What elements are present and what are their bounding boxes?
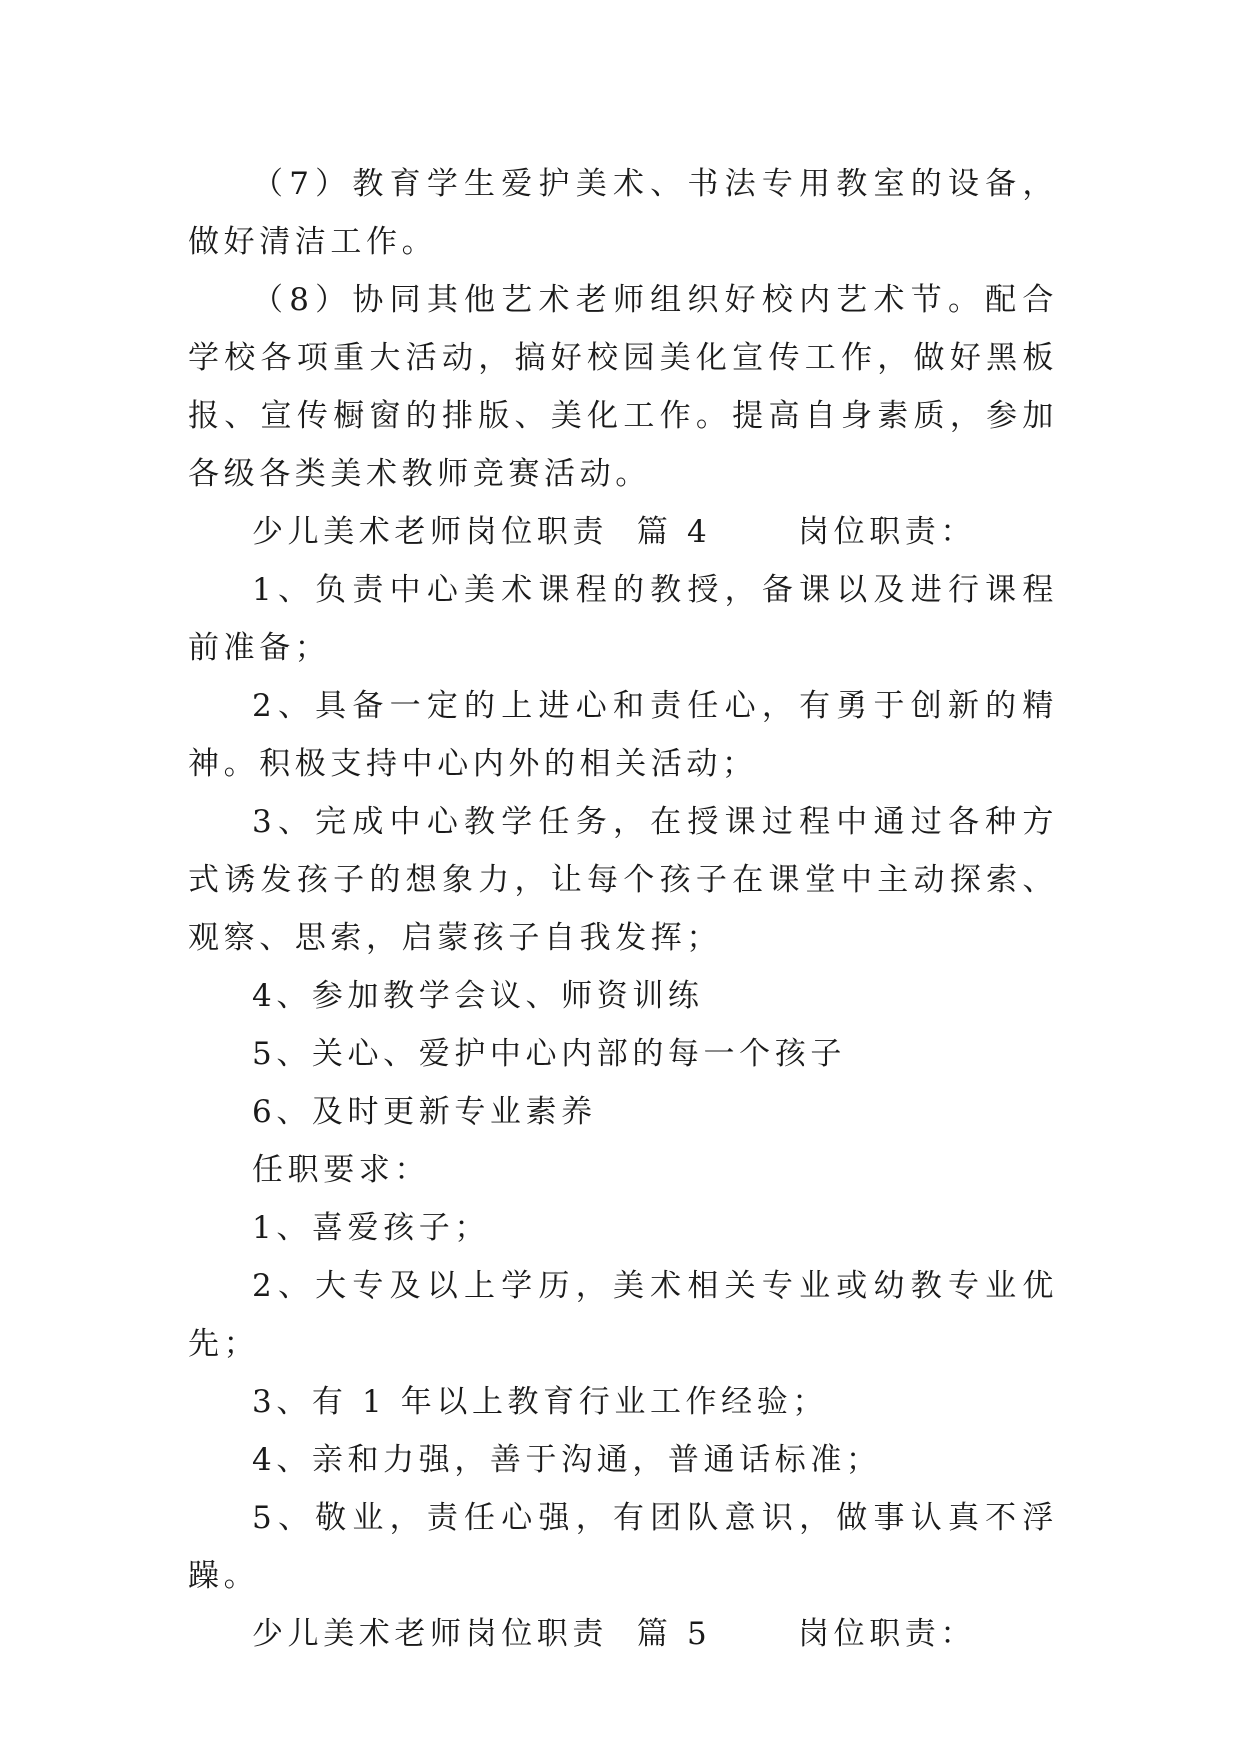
requirement-item-1: 1、喜爱孩子； [252, 1210, 490, 1246]
duty-item-4: 4、参加教学会议、师资训练 [252, 978, 704, 1014]
section-heading-4: 少儿美术老师岗位职责 篇 4 岗位职责： [252, 514, 977, 550]
requirement-item-3: 3、有 1 年以上教育行业工作经验； [252, 1384, 828, 1420]
paragraph-item-8: （8）协同其他艺术老师组织好校内艺术节。配合学校各项重大活动，搞好校园美化宣传工作，做好黑板报、宣传橱窗的排版、美化工作。提高自身素质，参加各级各类美术教师竞赛活动。 [188, 282, 1058, 492]
duty-item-5: 5、关心、爱护中心内部的每一个孩子 [252, 1036, 846, 1072]
duty-item-2: 2、具备一定的上进心和责任心，有勇于创新的精神。积极支持中心内外的相关活动； [188, 688, 1058, 782]
requirement-item-4: 4、亲和力强，善于沟通，普通话标准； [252, 1442, 882, 1478]
duty-item-1: 1、负责中心美术课程的教授，备课以及进行课程前准备； [188, 572, 1058, 666]
requirements-heading: 任职要求： [252, 1152, 430, 1188]
requirement-item-2: 2、大专及以上学历，美术相关专业或幼教专业优先； [188, 1268, 1058, 1362]
paragraph-item-7: （7）教育学生爱护美术、书法专用教室的设备，做好清洁工作。 [188, 166, 1058, 260]
duty-item-3: 3、完成中心教学任务，在授课过程中通过各种方式诱发孩子的想象力，让每个孩子在课堂中主动探索、观察、思索，启蒙孩子自我发挥； [188, 804, 1058, 956]
requirement-item-5: 5、敬业，责任心强，有团队意识，做事认真不浮躁。 [188, 1500, 1058, 1594]
document-body [188, 155, 1058, 1663]
section-heading-5: 少儿美术老师岗位职责 篇 5 岗位职责： [252, 1616, 977, 1652]
duty-item-6: 6、及时更新专业素养 [252, 1094, 597, 1130]
